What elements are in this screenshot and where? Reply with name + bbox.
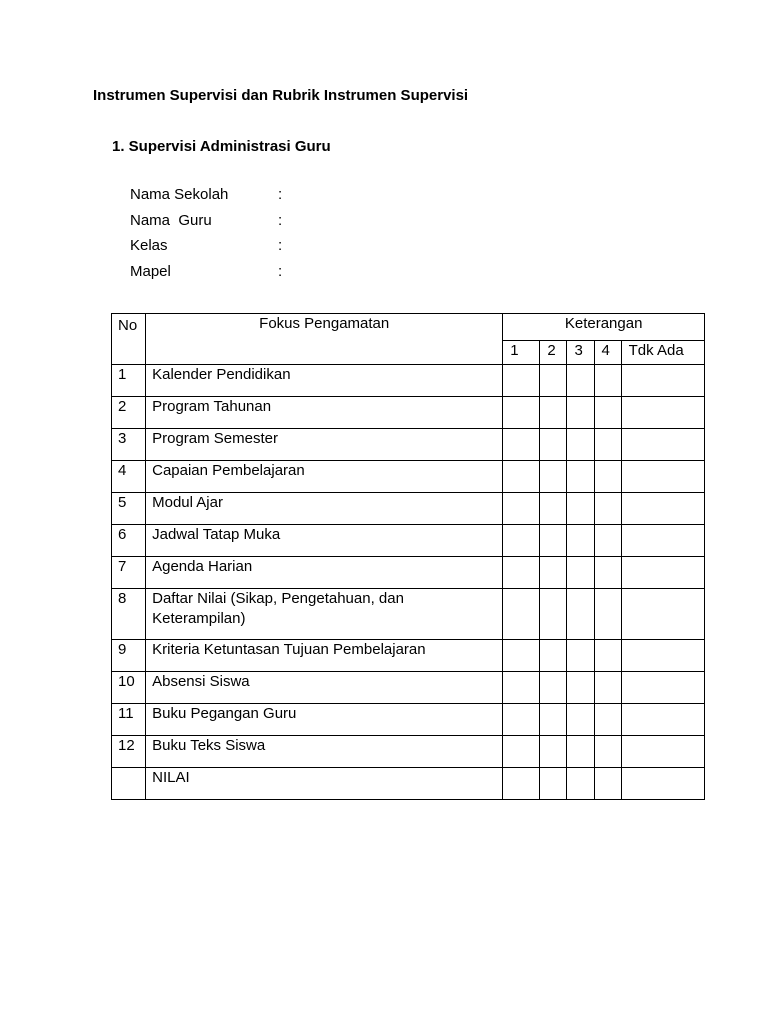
- tdk-ada-cell[interactable]: [621, 672, 704, 704]
- row-number: 5: [112, 493, 146, 525]
- row-number: 11: [112, 704, 146, 736]
- score-2-cell[interactable]: [540, 429, 567, 461]
- score-2-cell[interactable]: [540, 589, 567, 640]
- score-1-cell[interactable]: [503, 704, 540, 736]
- score-3-cell[interactable]: [567, 557, 594, 589]
- table-row: [112, 557, 705, 589]
- score-2-cell[interactable]: [540, 493, 567, 525]
- row-focus-item: Program Tahunan: [146, 397, 503, 429]
- score-1-cell[interactable]: [503, 589, 540, 640]
- score-2-cell[interactable]: [540, 365, 567, 397]
- table-header-row: [112, 314, 705, 341]
- supervision-rubric-table: [111, 313, 705, 800]
- header-score-1: 1: [503, 341, 540, 365]
- row-number: 7: [112, 557, 146, 589]
- score-1-cell[interactable]: [503, 461, 540, 493]
- score-4-cell[interactable]: [594, 397, 621, 429]
- score-4-cell[interactable]: [594, 493, 621, 525]
- row-focus-item: Kriteria Ketuntasan Tujuan Pembelajaran: [146, 640, 503, 672]
- row-focus-item: Buku Pegangan Guru: [146, 704, 503, 736]
- tdk-ada-cell[interactable]: [621, 365, 704, 397]
- row-focus-item: Capaian Pembelajaran: [146, 461, 503, 493]
- tdk-ada-cell[interactable]: [621, 461, 704, 493]
- score-3-cell[interactable]: [567, 704, 594, 736]
- table-row: [112, 365, 705, 397]
- score-4-cell[interactable]: [594, 365, 621, 397]
- identity-fields: [130, 186, 430, 288]
- score-4-cell[interactable]: [594, 704, 621, 736]
- tdk-ada-cell[interactable]: [621, 736, 704, 768]
- tdk-ada-cell[interactable]: [621, 493, 704, 525]
- score-4-cell[interactable]: [594, 672, 621, 704]
- tdk-ada-cell[interactable]: [621, 589, 704, 640]
- table-row: [112, 672, 705, 704]
- score-1-cell[interactable]: [503, 672, 540, 704]
- field-kelas: [130, 237, 430, 263]
- score-1-cell[interactable]: [503, 736, 540, 768]
- tdk-ada-cell[interactable]: [621, 640, 704, 672]
- score-2-cell[interactable]: [540, 557, 567, 589]
- row-number: 8: [112, 589, 146, 640]
- row-focus-item: Absensi Siswa: [146, 672, 503, 704]
- score-4-cell[interactable]: [594, 525, 621, 557]
- table-row: [112, 493, 705, 525]
- score-4-cell[interactable]: [594, 768, 621, 800]
- row-number: 6: [112, 525, 146, 557]
- header-keterangan: Keterangan: [503, 314, 705, 341]
- field-separator: :: [278, 262, 283, 280]
- score-2-cell[interactable]: [540, 640, 567, 672]
- score-1-cell[interactable]: [503, 365, 540, 397]
- score-3-cell[interactable]: [567, 768, 594, 800]
- field-label: Nama Guru: [130, 211, 212, 229]
- score-3-cell[interactable]: [567, 397, 594, 429]
- tdk-ada-cell[interactable]: [621, 557, 704, 589]
- score-4-cell[interactable]: [594, 429, 621, 461]
- row-number: 10: [112, 672, 146, 704]
- field-label: Mapel: [130, 262, 171, 280]
- row-number: 9: [112, 640, 146, 672]
- score-4-cell[interactable]: [594, 557, 621, 589]
- section-heading: 1. Supervisi Administrasi Guru: [112, 138, 331, 155]
- score-3-cell[interactable]: [567, 640, 594, 672]
- score-1-cell[interactable]: [503, 429, 540, 461]
- table-row: [112, 525, 705, 557]
- tdk-ada-cell[interactable]: [621, 397, 704, 429]
- score-1-cell[interactable]: [503, 640, 540, 672]
- score-2-cell[interactable]: [540, 736, 567, 768]
- tdk-ada-cell[interactable]: [621, 525, 704, 557]
- row-focus-item: Jadwal Tatap Muka: [146, 525, 503, 557]
- field-label: Kelas: [130, 237, 168, 254]
- header-score-4: 4: [594, 341, 621, 365]
- score-4-cell[interactable]: [594, 640, 621, 672]
- tdk-ada-cell[interactable]: [621, 429, 704, 461]
- row-focus-item: Daftar Nilai (Sikap, Pengetahuan, dan Keterampilan): [146, 589, 503, 640]
- field-separator: :: [278, 237, 283, 254]
- row-focus-item: Kalender Pendidikan: [146, 365, 503, 397]
- score-2-cell[interactable]: [540, 704, 567, 736]
- tdk-ada-cell[interactable]: [621, 704, 704, 736]
- row-number: 1: [112, 365, 146, 397]
- header-no: No: [112, 314, 146, 365]
- row-number: 2: [112, 397, 146, 429]
- score-4-cell[interactable]: [594, 461, 621, 493]
- field-label: Nama Sekolah: [130, 186, 229, 203]
- field-mapel: [130, 263, 430, 289]
- field-separator: :: [278, 211, 283, 229]
- score-3-cell[interactable]: [567, 525, 594, 557]
- field-separator: :: [278, 186, 283, 203]
- row-focus-item: NILAI: [146, 768, 503, 800]
- header-score-2: 2: [540, 341, 567, 365]
- score-1-cell[interactable]: [503, 493, 540, 525]
- document-title: Instrumen Supervisi dan Rubrik Instrumen Supervisi: [93, 87, 469, 104]
- score-3-cell[interactable]: [567, 429, 594, 461]
- score-2-cell[interactable]: [540, 461, 567, 493]
- score-3-cell[interactable]: [567, 365, 594, 397]
- table-row: [112, 704, 705, 736]
- score-1-cell[interactable]: [503, 397, 540, 429]
- header-tdk-ada: Tdk Ada: [621, 341, 704, 365]
- score-1-cell[interactable]: [503, 557, 540, 589]
- header-fokus-pengamatan: Fokus Pengamatan: [146, 314, 503, 365]
- row-number: 4: [112, 461, 146, 493]
- row-number: [112, 768, 146, 800]
- field-nama-guru: [130, 212, 430, 238]
- row-focus-item: Agenda Harian: [146, 557, 503, 589]
- header-score-3: 3: [567, 341, 594, 365]
- score-3-cell[interactable]: [567, 461, 594, 493]
- score-3-cell[interactable]: [567, 672, 594, 704]
- score-2-cell[interactable]: [540, 397, 567, 429]
- score-2-cell[interactable]: [540, 768, 567, 800]
- score-2-cell[interactable]: [540, 525, 567, 557]
- row-focus-item: Program Semester: [146, 429, 503, 461]
- score-3-cell[interactable]: [567, 589, 594, 640]
- table-row: [112, 640, 705, 672]
- table-row: [112, 768, 705, 800]
- score-4-cell[interactable]: [594, 589, 621, 640]
- score-3-cell[interactable]: [567, 493, 594, 525]
- score-2-cell[interactable]: [540, 672, 567, 704]
- table-row: [112, 589, 705, 640]
- tdk-ada-cell[interactable]: [621, 768, 704, 800]
- score-1-cell[interactable]: [503, 525, 540, 557]
- row-number: 3: [112, 429, 146, 461]
- row-focus-item: Modul Ajar: [146, 493, 503, 525]
- table-row: [112, 736, 705, 768]
- field-nama-sekolah: [130, 186, 430, 212]
- score-4-cell[interactable]: [594, 736, 621, 768]
- score-1-cell[interactable]: [503, 768, 540, 800]
- row-number: 12: [112, 736, 146, 768]
- table-row: [112, 397, 705, 429]
- row-focus-item: Buku Teks Siswa: [146, 736, 503, 768]
- table-row: [112, 461, 705, 493]
- table-row: [112, 429, 705, 461]
- score-3-cell[interactable]: [567, 736, 594, 768]
